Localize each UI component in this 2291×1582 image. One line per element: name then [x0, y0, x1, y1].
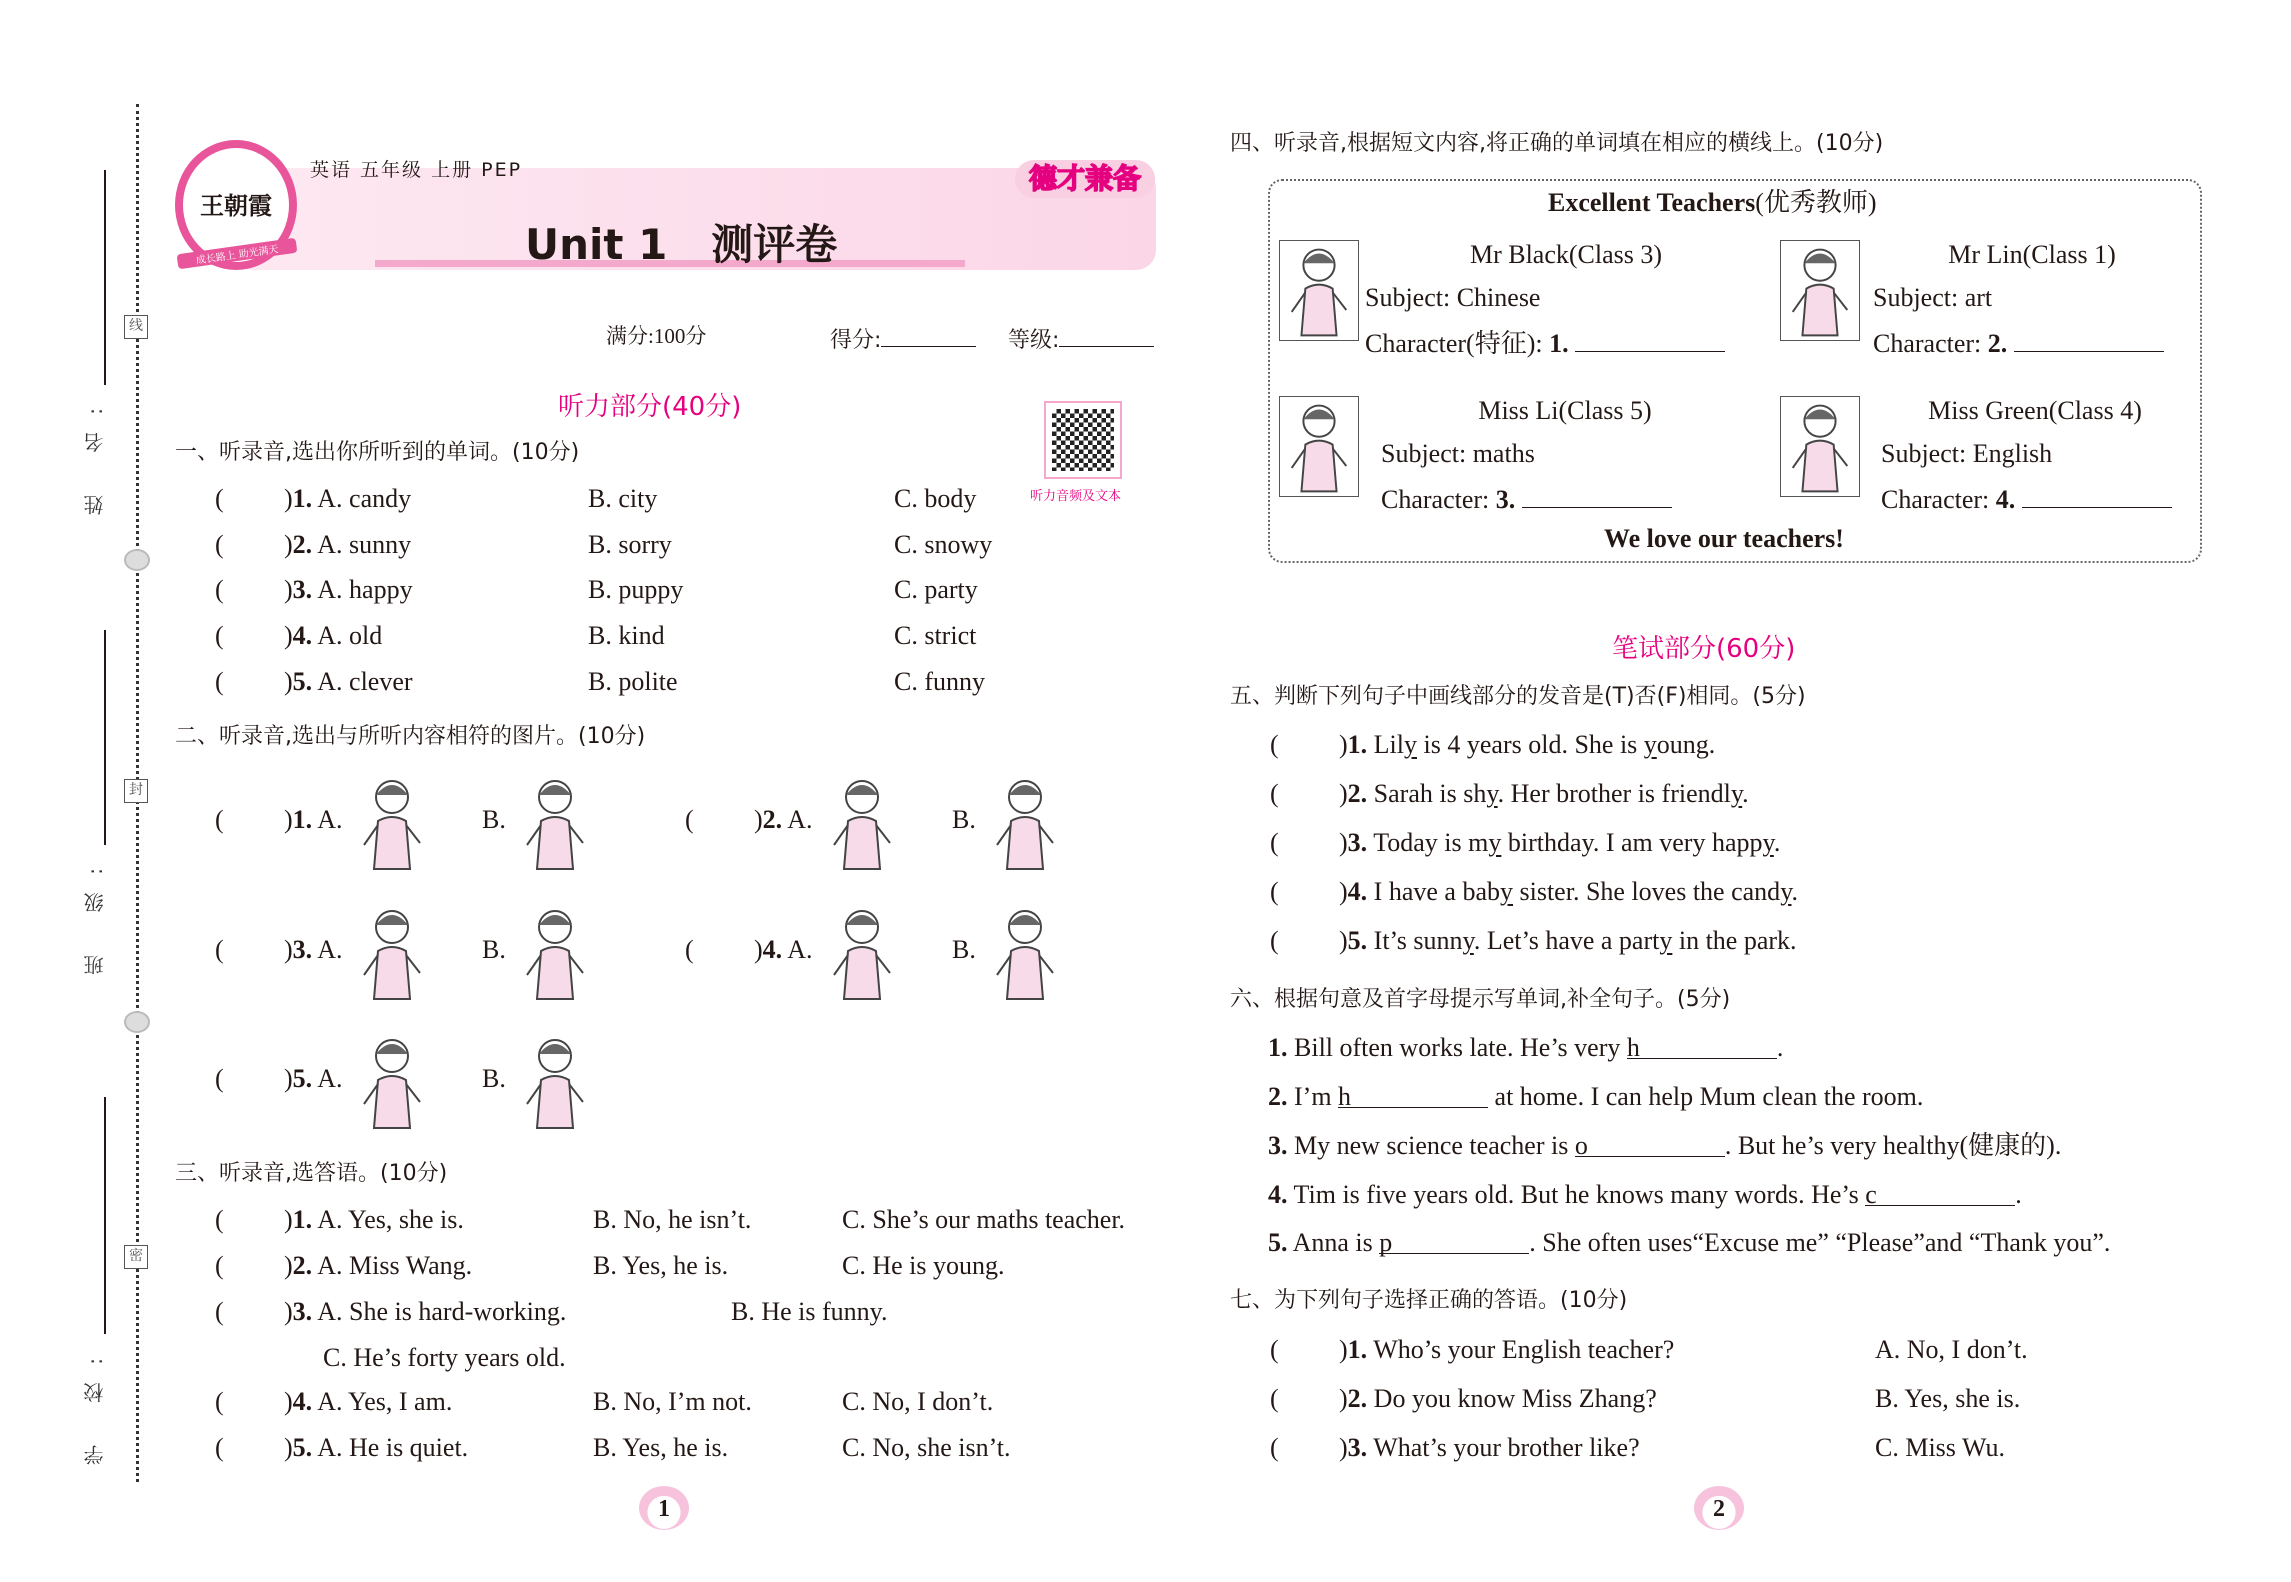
school-line	[104, 1097, 106, 1334]
option-a-picture[interactable]	[352, 902, 432, 1004]
sentence: )4. I have a baby sister. She loves the candy.	[1339, 877, 1798, 906]
fill-blank-sentence: 1. Bill often works late. He’s very h .	[1268, 1033, 1784, 1062]
option-a-picture[interactable]	[822, 772, 902, 874]
sentence: )2. Sarah is shy. Her brother is friendly.	[1339, 779, 1749, 808]
answer-bracket[interactable]: (	[685, 935, 694, 964]
name-line	[104, 170, 106, 385]
option-b-picture[interactable]	[985, 902, 1065, 1004]
option-c: C. funny	[894, 667, 985, 696]
teacher-subject: Subject: art	[1873, 283, 1993, 312]
question-number: 4.	[292, 1387, 313, 1416]
option-a-picture[interactable]	[822, 902, 902, 1004]
option-c: C. strict	[894, 621, 977, 650]
grade-label: 等级:	[1008, 328, 1060, 353]
question-label: )4. A.	[754, 935, 813, 964]
page-number-1: 1	[639, 1486, 689, 1530]
teacher-character[interactable]: Character: 2.	[1873, 326, 2164, 359]
binding-hole-icon	[124, 1011, 150, 1033]
question-label: )2. A.	[754, 805, 813, 834]
name-label: 姓 名:	[83, 390, 107, 516]
option-a: A. Yes, I am.	[317, 1387, 453, 1416]
option-b-label: B.	[482, 935, 506, 964]
answer-blank[interactable]: h	[1338, 1082, 1488, 1108]
option-b-picture[interactable]	[515, 772, 595, 874]
answer-blank[interactable]: c	[1865, 1180, 2015, 1206]
answer-bracket[interactable]: (	[1270, 730, 1279, 759]
option-b: B. Yes, he is.	[593, 1433, 729, 1462]
section7-title: 七、为下列句子选择正确的答语。(10分)	[1230, 1288, 1628, 1313]
qr-label: 听力音频及文本	[1030, 489, 1122, 504]
school-label: 学 校:	[83, 1340, 107, 1466]
fill-blank-sentence: 4. Tim is five years old. But he knows many words. He’s c .	[1268, 1180, 2022, 1209]
class-label: 班 级:	[83, 850, 107, 976]
logo-slogan: 成长路上 助光满天	[177, 238, 298, 270]
section6-title: 六、根据句意及首字母提示写单词,补全句子。(5分)	[1230, 987, 1731, 1012]
option-a: A. Yes, she is.	[317, 1205, 464, 1234]
answer-bracket[interactable]: (	[215, 667, 224, 696]
option-b-label: B.	[952, 805, 976, 834]
answer-bracket[interactable]: (	[215, 1251, 224, 1280]
box-title: Excellent Teachers(优秀教师)	[1548, 188, 1877, 217]
option-b-label: B.	[482, 805, 506, 834]
teacher-name: Miss Li(Class 5)	[1478, 396, 1652, 425]
option-b-picture[interactable]	[515, 902, 595, 1004]
answer-bracket[interactable]: (	[1270, 926, 1279, 955]
option-b-label: B.	[952, 935, 976, 964]
option-a: A. clever	[317, 667, 413, 696]
seal-mark-feng: 封	[124, 779, 148, 803]
question-number: 5.	[292, 1433, 313, 1462]
grade-field[interactable]	[1008, 321, 1154, 356]
teacher-character[interactable]: Character(特征): 1.	[1365, 326, 1725, 359]
qr-code[interactable]	[1046, 403, 1120, 477]
question-number: 3.	[292, 575, 313, 604]
sentence: )1. Lily is 4 years old. She is young.	[1339, 730, 1716, 759]
answer-blank[interactable]: p	[1379, 1228, 1529, 1254]
question-text: )3. What’s your brother like?	[1339, 1433, 1640, 1462]
answer-bracket[interactable]: (	[685, 805, 694, 834]
sentence: )5. It’s sunny. Let’s have a party in the park.	[1339, 926, 1797, 955]
question-text: )2. Do you know Miss Zhang?	[1339, 1384, 1657, 1413]
teacher-character[interactable]: Character: 3.	[1381, 482, 1672, 515]
section1-title: 一、听录音,选出你所听到的单词。(10分)	[175, 440, 580, 465]
answer-bracket[interactable]: (	[215, 484, 224, 513]
question-text: )1. Who’s your English teacher?	[1339, 1335, 1675, 1364]
option-b: B. sorry	[588, 530, 672, 559]
answer-bracket[interactable]: (	[215, 621, 224, 650]
writing-heading: 笔试部分(60分)	[1612, 634, 1796, 664]
answer-bracket[interactable]: (	[1270, 1384, 1279, 1413]
option-a: A. candy	[317, 484, 412, 513]
answer-option: A. No, I don’t.	[1875, 1335, 2028, 1364]
section4-title: 四、听录音,根据短文内容,将正确的单词填在相应的横线上。(10分)	[1230, 131, 1884, 156]
answer-blank[interactable]: h	[1627, 1033, 1777, 1059]
option-b-label: B.	[482, 1064, 506, 1093]
option-a-picture[interactable]	[352, 1031, 432, 1133]
question-label: )3. A.	[284, 935, 343, 964]
question-number: 5.	[292, 667, 313, 696]
answer-bracket[interactable]: (	[215, 1433, 224, 1462]
answer-bracket[interactable]: (	[1270, 1433, 1279, 1462]
fill-blank-sentence: 3. My new science teacher is o . But he’s very healthy(健康的).	[1268, 1131, 2062, 1160]
teacher-character[interactable]: Character: 4.	[1881, 482, 2172, 515]
option-b: B. city	[588, 484, 658, 513]
option-b: B. kind	[588, 621, 665, 650]
option-c: C. party	[894, 575, 978, 604]
score-label: 得分:	[830, 328, 882, 353]
option-c: C. He is young.	[842, 1251, 1005, 1280]
option-b: B. Yes, he is.	[593, 1251, 729, 1280]
teacher-picture	[1780, 396, 1860, 497]
listening-heading: 听力部分(40分)	[558, 392, 742, 422]
question-number: 1.	[292, 484, 313, 513]
option-b-picture[interactable]	[515, 1031, 595, 1133]
teacher-subject: Subject: maths	[1381, 439, 1535, 468]
answer-blank[interactable]: o	[1575, 1131, 1725, 1157]
question-number: 2.	[292, 1251, 313, 1280]
logo-text: 王朝霞	[200, 191, 272, 220]
answer-bracket[interactable]: (	[215, 805, 224, 834]
sentence: )3. Today is my birthday. I am very happy.	[1339, 828, 1781, 857]
full-score: 满分:100分	[606, 324, 707, 348]
page-title: Unit 1 测评卷	[525, 220, 838, 269]
question-number: 3.	[292, 1297, 313, 1326]
question-number: 4.	[292, 621, 313, 650]
class-line	[104, 630, 106, 845]
answer-bracket[interactable]: (	[1270, 828, 1279, 857]
teacher-name: Mr Lin(Class 1)	[1948, 240, 2116, 269]
teacher-illustration[interactable]	[1781, 397, 1859, 496]
teacher-illustration[interactable]	[1781, 241, 1859, 340]
teacher-subject: Subject: English	[1881, 439, 2053, 468]
answer-bracket[interactable]: (	[215, 575, 224, 604]
teacher-illustration[interactable]	[1280, 241, 1358, 340]
option-a: A. Miss Wang.	[317, 1251, 473, 1280]
option-c: C. body	[894, 484, 977, 513]
teacher-name: Mr Black(Class 3)	[1469, 240, 1663, 269]
logo	[175, 140, 297, 270]
badge: 德才兼备	[1015, 160, 1155, 198]
option-c: C. She’s our maths teacher.	[842, 1205, 1126, 1234]
teacher-illustration[interactable]	[1280, 397, 1358, 496]
answer-bracket[interactable]: (	[1270, 1335, 1279, 1364]
answer-bracket[interactable]: (	[215, 1387, 224, 1416]
box-footer: We love our teachers!	[1604, 524, 1844, 553]
option-b-picture[interactable]	[985, 772, 1065, 874]
answer-bracket[interactable]: (	[215, 1064, 224, 1093]
answer-bracket[interactable]: (	[215, 935, 224, 964]
answer-bracket[interactable]: (	[1270, 877, 1279, 906]
subject-line: 英语 五年级 上册 PEP	[310, 159, 523, 181]
option-a: A. sunny	[317, 530, 412, 559]
option-b: B. polite	[588, 667, 678, 696]
question-label: )5. A.	[284, 1064, 343, 1093]
option-b: B. He is funny.	[731, 1297, 888, 1326]
question-label: )1. A.	[284, 805, 343, 834]
answer-bracket[interactable]: (	[1270, 779, 1279, 808]
option-a: A. old	[317, 621, 383, 650]
teacher-name: Miss Green(Class 4)	[1928, 396, 2142, 425]
option-a: A. He is quiet.	[317, 1433, 469, 1462]
section5-title: 五、判断下列句子中画线部分的发音是(T)否(F)相同。(5分)	[1230, 684, 1806, 709]
teacher-subject: Subject: Chinese	[1365, 283, 1541, 312]
teacher-picture	[1279, 240, 1359, 341]
seal-mark-mi: 密	[124, 1245, 148, 1269]
option-c: C. snowy	[894, 530, 993, 559]
section2-title: 二、听录音,选出与所听内容相符的图片。(10分)	[175, 724, 646, 749]
answer-bracket[interactable]: (	[215, 530, 224, 559]
option-c: C. He’s forty years old.	[323, 1343, 566, 1372]
answer-bracket[interactable]: (	[215, 1205, 224, 1234]
option-c: C. No, she isn’t.	[842, 1433, 1011, 1462]
option-a: A. happy	[317, 575, 413, 604]
option-b: B. No, he isn’t.	[593, 1205, 752, 1234]
teacher-picture	[1780, 240, 1860, 341]
page-number-2: 2	[1694, 1486, 1744, 1530]
seal-mark-xian: 线	[124, 315, 148, 339]
option-b: B. puppy	[588, 575, 684, 604]
option-b: B. No, I’m not.	[593, 1387, 752, 1416]
option-a: A. She is hard-working.	[317, 1297, 567, 1326]
option-c: C. No, I don’t.	[842, 1387, 994, 1416]
question-number: 1.	[292, 1205, 313, 1234]
answer-option: C. Miss Wu.	[1875, 1433, 2005, 1462]
answer-option: B. Yes, she is.	[1875, 1384, 2021, 1413]
answer-bracket[interactable]: (	[215, 1297, 224, 1326]
score-field[interactable]	[830, 321, 976, 356]
teacher-picture	[1279, 396, 1359, 497]
question-number: 2.	[292, 530, 313, 559]
section3-title: 三、听录音,选答语。(10分)	[175, 1161, 448, 1186]
fill-blank-sentence: 2. I’m h at home. I can help Mum clean the room.	[1268, 1082, 1924, 1111]
option-a-picture[interactable]	[352, 772, 432, 874]
binding-hole-icon	[124, 549, 150, 571]
fill-blank-sentence: 5. Anna is p . She often uses“Excuse me” “Please”and “Thank you”.	[1268, 1228, 2111, 1257]
